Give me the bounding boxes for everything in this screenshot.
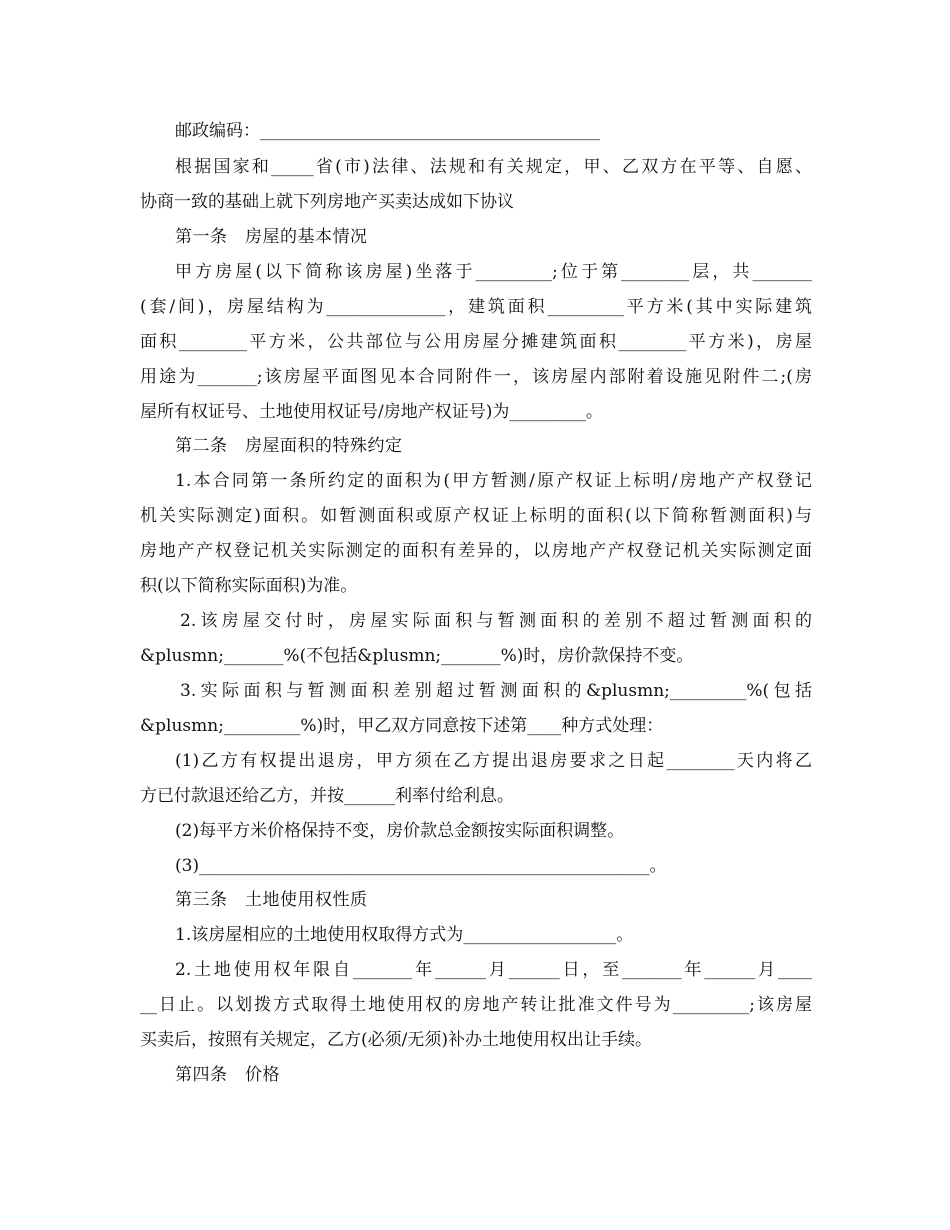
paragraph-line: 2.该房屋交付时，房屋实际面积与暂测面积的差别不超过暂测面积的: [180, 611, 812, 631]
paragraph-line: __日止。以划拨方式取得土地使用权的房地产转让批准文件号为_________;该房屋: [140, 995, 812, 1015]
paragraph-line: 房地产产权登记机关实际测定的面积有差异的，以房地产产权登记机关实际测定面: [140, 541, 812, 561]
paragraph-line: 面积________平方米，公共部位与公用房屋分摊建筑面积________平方米)，房屋: [140, 332, 812, 352]
article-heading-4: 第四条 价格: [175, 1065, 280, 1085]
paragraph-line: 3.实际面积与暂测面积差别超过暂测面积的&plusmn;_________%(包括: [180, 681, 812, 701]
paragraph-line: (1)乙方有权提出退房，甲方须在乙方提出退房要求之日起________天内将乙: [175, 751, 812, 771]
paragraph-line: (3)_____________________________________________________。: [175, 856, 667, 876]
paragraph-line: 机关实际测定)面积。如暂测面积或原产权证上标明的面积(以下简称暂测面积)与: [140, 506, 812, 526]
paragraph-line: (2)每平方米价格保持不变，房价款总金额按实际面积调整。: [175, 821, 625, 841]
paragraph-line: 用途为_______;该房屋平面图见本合同附件一，该房屋内部附着设施见附件二;(房: [140, 367, 812, 387]
article-heading-3: 第三条 土地使用权性质: [175, 890, 368, 910]
paragraph-line: 积(以下简称实际面积)为准。: [140, 576, 358, 596]
paragraph-line: 根据国家和_____省(市)法律、法规和有关规定，甲、乙双方在平等、自愿、: [175, 157, 812, 177]
postal-code-line: 邮政编码：________________________________________: [175, 121, 600, 141]
article-heading-2: 第二条 房屋面积的特殊约定: [175, 436, 403, 456]
paragraph-line: 1.本合同第一条所约定的面积为(甲方暂测/原产权证上标明/房地产产权登记: [175, 471, 812, 491]
paragraph-line: &plusmn;_________%)时，甲乙双方同意按下述第____种方式处理：: [140, 716, 664, 736]
paragraph-line: 2.土地使用权年限自_______年______月______日，至_______年______月____: [175, 960, 812, 980]
paragraph-line: 屋所有权证号、土地使用权证号/房地产权证号)为_________。: [140, 402, 603, 422]
paragraph-line: 方已付款退还给乙方，并按______利率付给利息。: [140, 786, 514, 806]
paragraph-line: 1.该房屋相应的土地使用权取得方式为__________________。: [175, 925, 634, 945]
paragraph-line: &plusmn;_______%(不包括&plusmn;_______%)时，房价款保持不变。: [140, 646, 694, 666]
paragraph-line: (套/间)，房屋结构为______________，建筑面积_________平方米(其中实际建筑: [140, 297, 812, 317]
paragraph-line: 协商一致的基础上就下列房地产买卖达成如下协议: [140, 192, 514, 212]
article-heading-1: 第一条 房屋的基本情况: [175, 227, 368, 247]
paragraph-line: 甲方房屋(以下简称该房屋)坐落于_________;位于第________层，共_______: [175, 262, 812, 282]
paragraph-line: 买卖后，按照有关规定，乙方(必须/无须)补办土地使用权出让手续。: [140, 1030, 652, 1050]
